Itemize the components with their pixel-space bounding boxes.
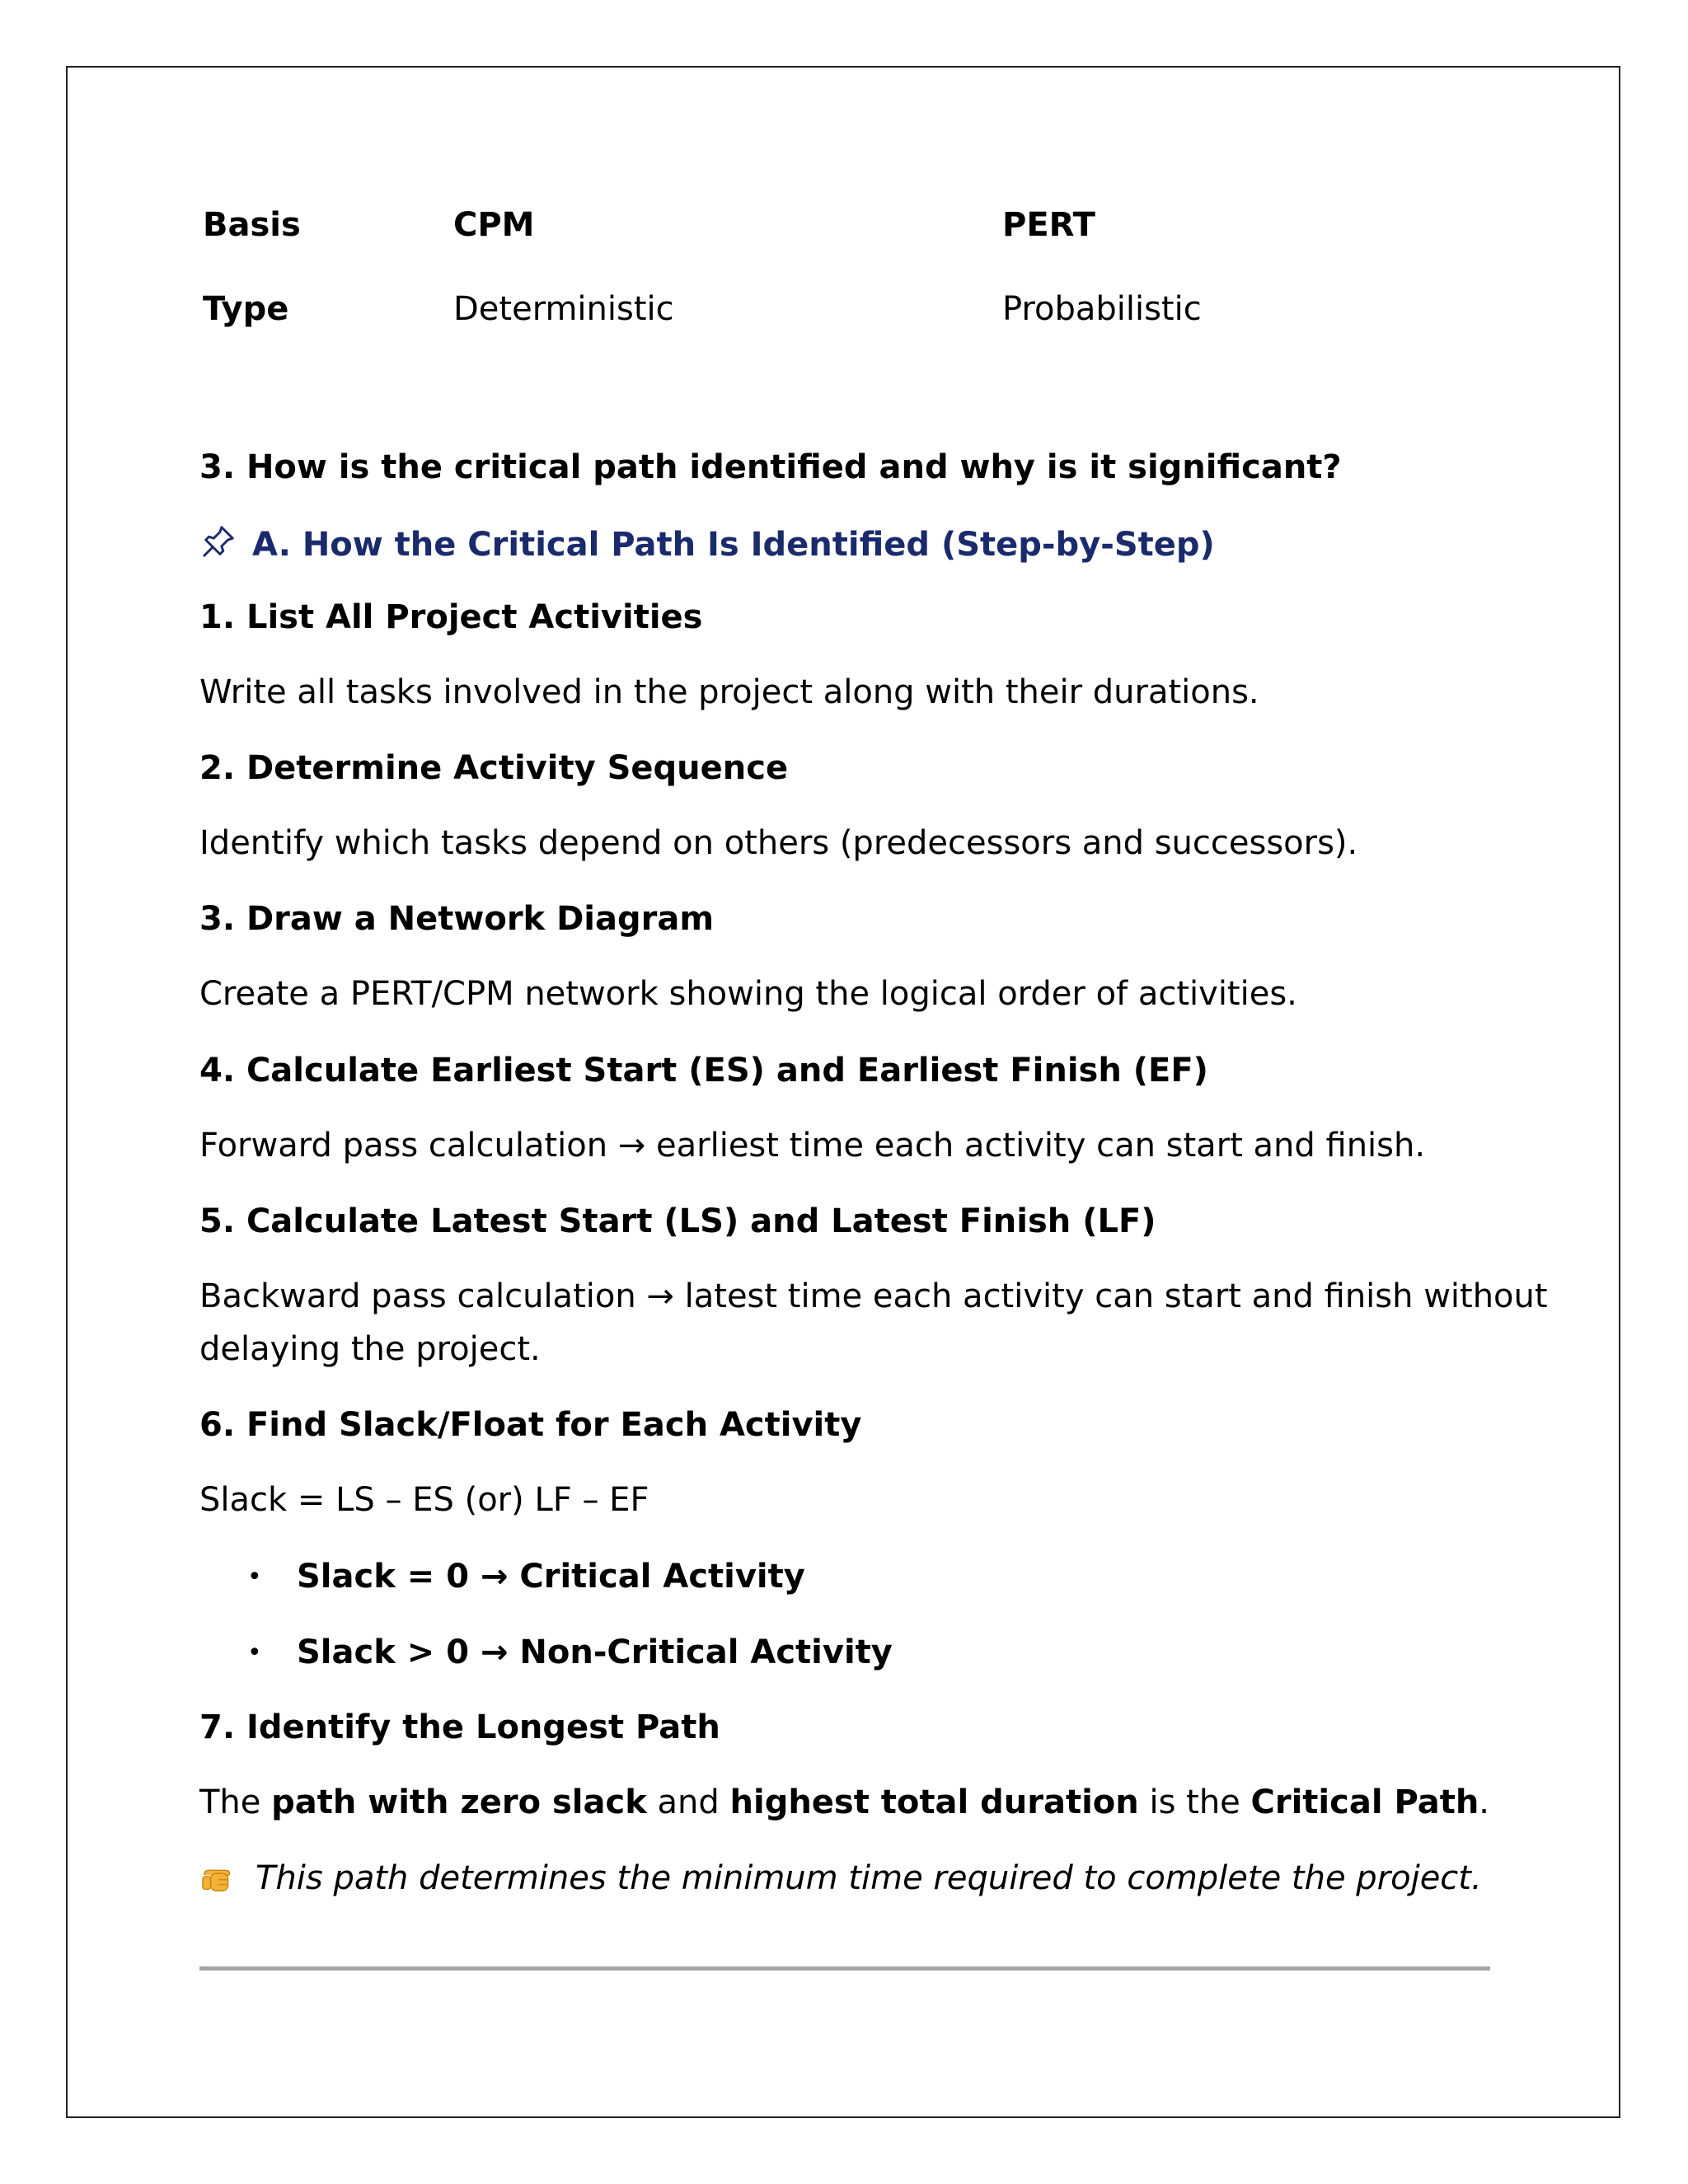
step-4-text: Forward pass calculation → earliest time each activity can start and finish. — [199, 1127, 1426, 1165]
step-3-title: 3. Draw a Network Diagram — [199, 900, 715, 938]
section-heading — [199, 523, 1215, 564]
section-heading-text: A. How the Critical Path Is Identified (Step-by-Step) — [252, 526, 1215, 564]
table-cell-pert-type: Probabilistic — [1002, 290, 1202, 328]
conclusion-emphasis: highest total duration — [729, 1783, 1139, 1821]
table-header-basis: Basis — [203, 206, 301, 244]
conclusion-emphasis: path with zero slack — [271, 1783, 647, 1821]
table-cell-type: Type — [203, 290, 289, 328]
pointing-hand-icon — [199, 1858, 241, 1896]
step-2-title: 2. Determine Activity Sequence — [199, 749, 789, 787]
conclusion-emphasis: Critical Path — [1250, 1783, 1479, 1821]
step-4-title: 4. Calculate Earliest Start (ES) and Earliest Finish (EF) — [199, 1052, 1208, 1090]
note-paragraph — [199, 1852, 1482, 1905]
bullet-marker: • — [247, 1563, 262, 1591]
step-5-text-line-1: Backward pass calculation → latest time each activity can start and finish without — [199, 1277, 1548, 1315]
note-text: This path determines the minimum time required to complete the project. — [256, 1859, 1482, 1897]
bullet-non-critical: Slack > 0 → Non-Critical Activity — [297, 1633, 893, 1671]
conclusion-text: and — [646, 1783, 730, 1821]
step-3-text: Create a PERT/CPM network showing the logical order of activities. — [199, 975, 1297, 1013]
conclusion-text: . — [1479, 1783, 1490, 1821]
step-1-title: 1. List All Project Activities — [199, 598, 703, 636]
conclusion-paragraph — [199, 1776, 1489, 1829]
bullet-critical: Slack = 0 → Critical Activity — [297, 1558, 805, 1596]
step-1-text: Write all tasks involved in the project along with their durations. — [199, 673, 1259, 711]
horizontal-rule — [199, 1966, 1490, 1971]
step-6-text: Slack = LS – ES (or) LF – EF — [199, 1481, 649, 1519]
table-header-cpm: CPM — [453, 206, 535, 244]
pushpin-icon — [199, 523, 237, 560]
step-6-title: 6. Find Slack/Float for Each Activity — [199, 1406, 862, 1444]
step-2-text: Identify which tasks depend on others (predecessors and successors). — [199, 824, 1358, 862]
question-heading: 3. How is the critical path identified and why is it significant? — [199, 448, 1342, 486]
conclusion-text: is the — [1138, 1783, 1251, 1821]
table-header-pert: PERT — [1002, 206, 1095, 244]
bullet-marker: • — [247, 1638, 262, 1667]
step-5-text-line-2: delaying the project. — [199, 1330, 541, 1368]
table-cell-cpm-type: Deterministic — [453, 290, 674, 328]
step-5-title: 5. Calculate Latest Start (LS) and Latest Finish (LF) — [199, 1202, 1156, 1240]
conclusion-text: The — [199, 1783, 272, 1821]
step-7-title: 7. Identify the Longest Path — [199, 1708, 720, 1746]
